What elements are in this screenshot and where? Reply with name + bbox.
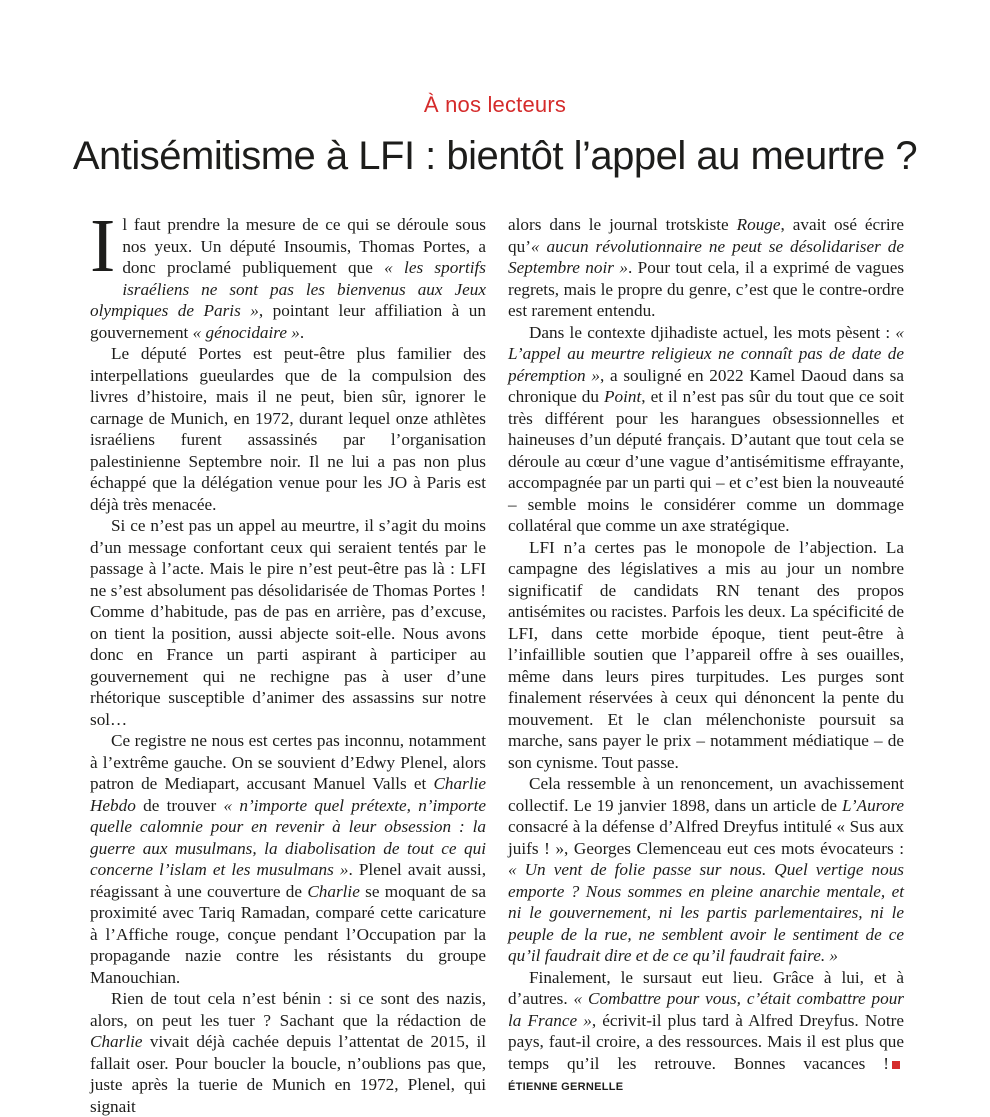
paragraph-10: [508, 967, 904, 1099]
italic-text: « Un vent de folie passe sur nous. Quel vertige nous emporte ? Nous sommes en pleine anarchie mentale, et ni le gouvernement, ni les partis parlementaires, ni le peuple de la rue, ne semblent avoir le sentiment de ce qu’il faudrait dire et de ce qu’il faudrait faire. »: [508, 860, 904, 965]
text-run: consacré à la défense d’Alfred Dreyfus intitulé « Sus aux juifs ! », Georges Clemenceau eut ces mots évocateurs :: [508, 817, 904, 858]
drop-cap: I: [90, 204, 116, 288]
text-run: alors dans le journal trotskiste: [508, 215, 737, 234]
italic-text: Rouge: [736, 215, 781, 234]
text-run: . Plenel avait aussi, réagissant à une couverture de: [90, 860, 486, 901]
text-run: Rien de tout cela n’est bénin : si ce sont des nazis, alors, on peut les tuer ? Sachant que la rédaction de: [90, 989, 486, 1030]
text-run: LFI n’a certes pas le monopole de l’abjection. La campagne des législatives a mis au jour un nombre significatif de candidats RN tenant des propos antisémites ou racistes. Parfois les deux. La spécificité de LFI, dans cette morbide époque, tient peut-être à l’infaillible soutien que l’appareil offre à ses ouailles, même dans leurs pires turpitudes. Les purges sont finalement réservées à ceux qui dénoncent la pente du mouvement. Et le clan mélenchoniste poursuit sa marche, sans payer le prix – notamment médiatique – de son cynisme. Tout passe.: [508, 537, 904, 772]
text-run: Le député Portes est peut-être plus familier des interpellations gueulardes que de la compulsion des livres d’histoire, mais il ne peut, bien sûr, ignorer le carnage de Munich, en 1972, durant lequel onze athlètes israéliens furent assassinés par l’organisation palestinienne Septembre noir. Il ne lui a pas non plus échappé que la délégation venue pour les JO à Paris est déjà très menacée.: [90, 344, 486, 514]
right-column: [508, 214, 904, 1099]
text-run: Finalement, le sursaut eut lieu. Grâce à lui, et à d’autres.: [508, 967, 904, 1008]
author-signature: ÉTIENNE GERNELLE: [508, 1081, 624, 1093]
text-run: . Pour tout cela, il a exprimé de vagues regrets, mais le propre du genre, c’est que le contre-ordre est rarement entendu.: [508, 258, 905, 320]
paragraph-6: [508, 214, 904, 322]
text-run: Ce registre ne nous est certes pas inconnu, notamment à l’extrême gauche. On se souvient d’Edwy Plenel, alors patron de Mediapart, accusant Manuel Valls et: [90, 731, 486, 793]
paragraph-3: [90, 515, 486, 730]
text-run: , a souligné en 2022 Kamel Daoud dans sa chronique du: [508, 365, 904, 406]
left-column: [90, 204, 486, 1117]
italic-text: Charlie: [307, 881, 360, 901]
section-kicker: À nos lecteurs: [423, 92, 567, 117]
text-run: vivait déjà cachée depuis l’attentat de 2015, il fallait oser. Pour boucler la boucle, n’oublions pas que, juste après la tuerie de Munich en 1972, Plenel, qui signait: [90, 1032, 486, 1116]
italic-text: « aucun révolutionnaire ne peut se désolidariser de Septembre noir »: [508, 236, 904, 277]
paragraph-1: [90, 204, 486, 343]
text-run: Cela ressemble à un renoncement, un avachissement collectif. Le 19 janvier 1898, dans un article de: [508, 774, 904, 815]
paragraph-4: [90, 730, 486, 988]
italic-text: « Combattre pour vous, c’était combattre pour la France »: [508, 989, 904, 1030]
italic-text: L’Aurore: [841, 795, 904, 815]
italic-text: « génocidaire »: [192, 322, 300, 342]
text-run: , écrivit-il plus tard à Alfred Dreyfus. Notre pays, faut-il croire, a des ressources. Mais il est plus que temps qu’il les retrouve. Bonnes vacances !: [508, 1010, 904, 1073]
text-run: se moquant de sa proximité avec Tariq Ramadan, comparé cette caricature à l’Affiche rouge, conçue pendant l’Occupation par la propagande nazie contre les résistants du groupe Manouchian.: [90, 881, 486, 987]
italic-text: « les sportifs israéliens ne sont pas les bienvenus aux Jeux olympiques de Paris »: [90, 258, 486, 320]
text-run: l faut prendre la mesure de ce qui se déroule sous nos yeux. Un député Insoumis, Thomas Portes, a donc proclamé publiquement que: [122, 215, 486, 277]
text-run: .: [299, 322, 305, 342]
headline: Antisémitisme à LFI : bientôt l’appel au meurtre ?: [72, 134, 918, 178]
text-run: Si ce n’est pas un appel au meurtre, il s’agit du moins d’un message confortant ceux qui seraient tentés par le passage à l’acte. Mais le pire n’est peut-être pas là : LFI ne s’est absolument pas désolidarisée de Thomas Portes ! Comme d’habitude, pas de pas en arrière, pas d’excuse, on tient la position, aussi abjecte soit-elle. Nous avons donc en France un parti aspirant à participer au gouvernement qui ne rechigne pas à user d’une rhétorique susceptible d’animer des assassins sur notre sol…: [90, 516, 486, 729]
text-run: Dans le contexte djihadiste actuel, les mots pèsent :: [529, 322, 896, 342]
signature-square-icon: [892, 1061, 900, 1069]
paragraph-8: [508, 537, 904, 774]
paragraph-5: [90, 988, 486, 1117]
text-run: , avait osé écrire qu’: [508, 215, 904, 256]
text-run: de trouver: [135, 795, 224, 815]
italic-text: « L’appel au meurtre religieux ne connaît pas de date de péremption »: [508, 322, 904, 385]
paragraph-9: [508, 773, 904, 967]
italic-text: Point: [603, 387, 642, 406]
text-run: , et il n’est pas sûr du tout que ce soit très différent pour les harangues obsessionnelles et haineuses d’un député français. D’autant que tout cela se déroule au cœur d’une vague d’antisémitisme effrayante, accompagnée par un parti qui – et c’est bien la nouveauté – semble moins le considérer comme un dommage collatéral que comme un axe stratégique.: [508, 387, 904, 535]
italic-text: Charlie: [90, 1032, 143, 1051]
text-run: , pointant leur affiliation à un gouvernement: [90, 301, 486, 342]
paragraph-7: [508, 322, 904, 537]
italic-text: Charlie Hebdo: [90, 774, 486, 815]
paragraph-2: [90, 343, 486, 515]
italic-text: « n’importe quel prétexte, n’importe quelle calomnie pour en revenir à leur obsession : la guerre aux musulmans, la diabolisation de tout ce qui concerne l’islam et les musulmans »: [90, 795, 486, 879]
